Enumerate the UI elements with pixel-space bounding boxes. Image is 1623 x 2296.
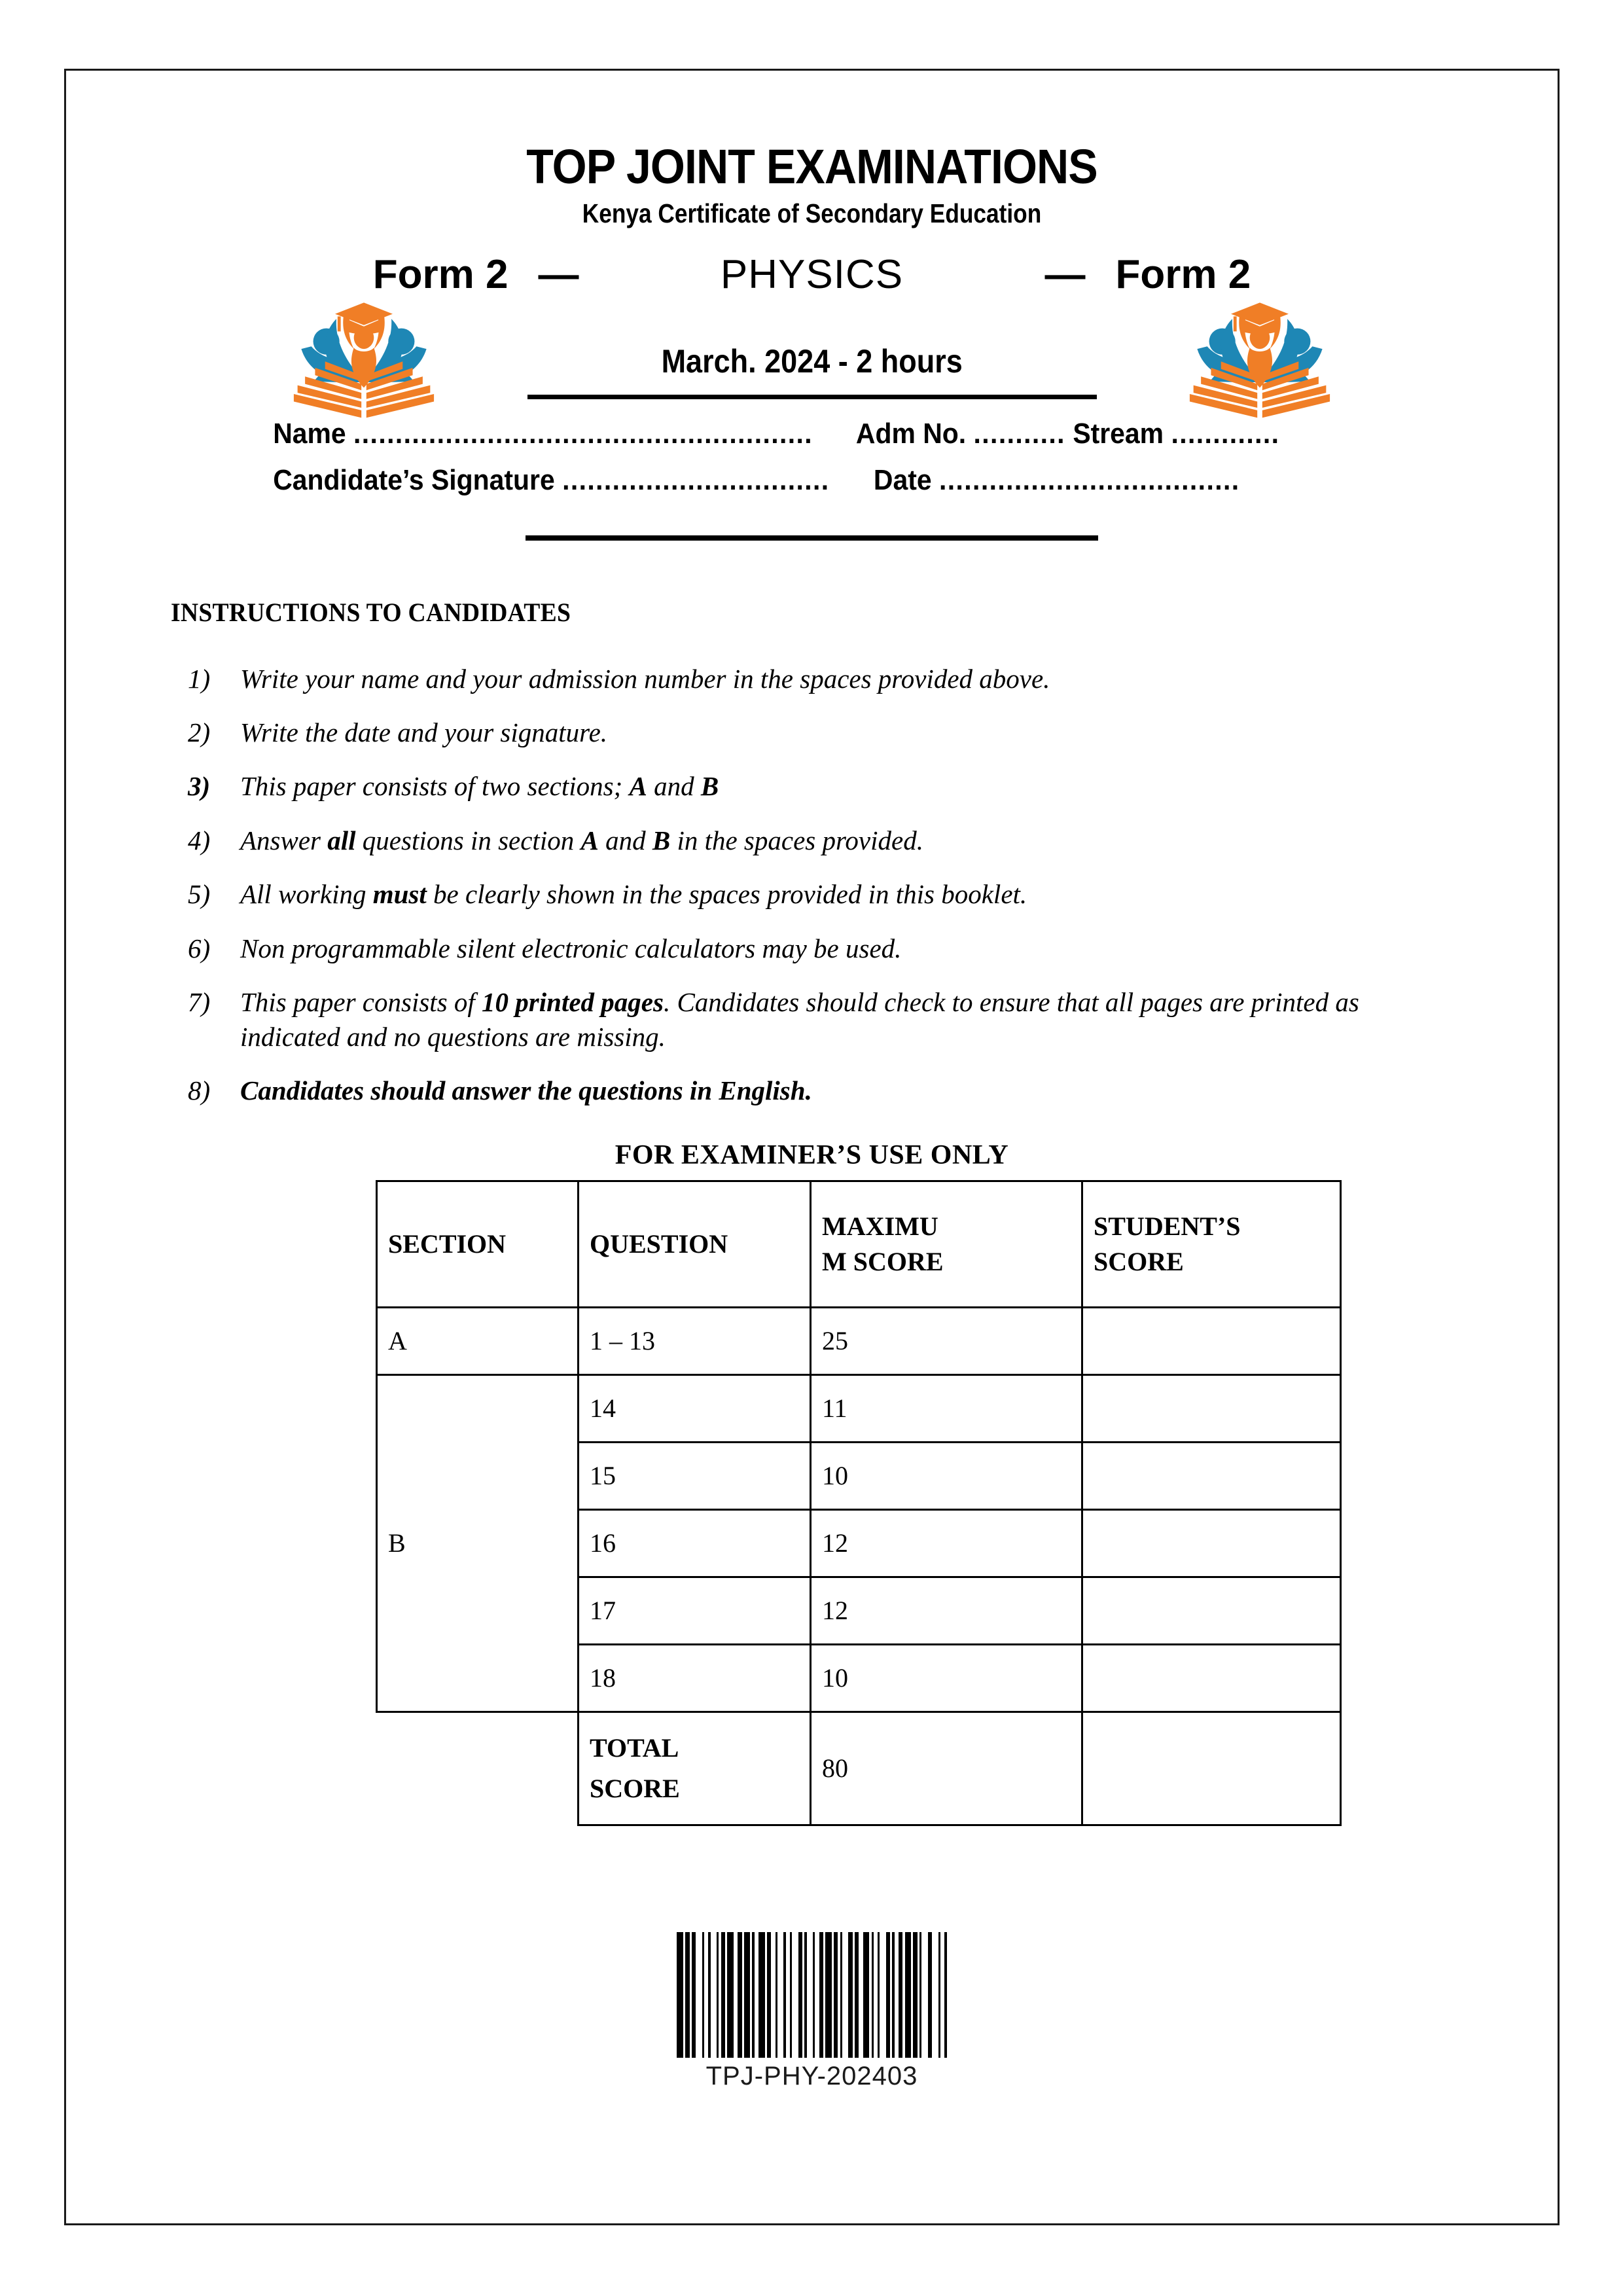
page-title: TOP JOINT EXAMINATIONS [526,139,1097,194]
cell-total-student-score[interactable] [1082,1712,1341,1825]
instruction-number: 3) [188,771,211,802]
stream-input[interactable]: ............. [1171,418,1280,450]
total-label-line1: TOTAL [590,1732,679,1763]
instruction-text: Write your name and your admission number in the spaces provided above. [240,663,1050,694]
cell-student-score[interactable] [1082,1644,1341,1712]
cell-student-score[interactable] [1082,1442,1341,1509]
instruction-text: All working must be clearly shown in the spaces provided in this booklet. [240,879,1027,910]
cell-max-score: 12 [811,1577,1082,1644]
instruction-number: 1) [188,663,211,694]
subject-block [609,230,1015,399]
exam-date: March. 2024 - 2 hours [661,343,963,380]
table-row [377,1307,1341,1374]
instruction-text: Answer all questions in section A and B in the spaces provided. [240,825,923,855]
cell-section: A [377,1307,579,1374]
rule-under-date [527,395,1097,399]
column-header-maximum-score [811,1181,1082,1307]
instruction-number: 6) [188,933,211,963]
cell-empty [377,1712,579,1825]
exam-header [66,139,1558,380]
instruction-item [188,769,1446,803]
cell-student-score[interactable] [1082,1307,1341,1374]
column-header-section: SECTION [377,1181,579,1307]
cell-total-max-score: 80 [811,1712,1082,1825]
cell-max-score: 12 [811,1509,1082,1577]
barcode-image [583,1932,1041,2058]
instruction-item [188,931,1446,965]
barcode-area [583,1932,1041,2091]
instruction-item [188,823,1446,857]
cell-student-score[interactable] [1082,1509,1341,1577]
cell-total-label [579,1712,811,1825]
date-label: Date [873,464,932,497]
maximum-score-line1: MAXIMU [822,1211,938,1241]
total-label-line2: SCORE [590,1773,680,1803]
cell-max-score: 10 [811,1644,1082,1712]
page-frame [64,69,1560,2225]
subject-name: PHYSICS [720,252,904,297]
column-header-question: QUESTION [579,1181,811,1307]
date-input[interactable]: .................................... [938,464,1240,497]
instruction-number: 4) [188,825,211,855]
table-total-row [377,1712,1341,1825]
instruction-text: Non programmable silent electronic calculators may be used. [240,933,902,963]
signature-label: Candidate’s Signature [273,464,555,497]
cell-student-score[interactable] [1082,1374,1341,1442]
instruction-item [188,1073,1446,1107]
cell-question: 17 [579,1577,811,1644]
stream-label: Stream [1073,418,1164,450]
name-line [66,410,1453,457]
instruction-item [188,877,1446,911]
subject-row [66,230,1558,380]
table-row [377,1374,1341,1442]
barcode-label: TPJ-PHY-202403 [705,2061,918,2090]
name-label: Name [273,418,346,450]
adm-no-input[interactable]: ........... [973,418,1065,450]
examiner-table [376,1180,1342,1826]
cell-question: 18 [579,1644,811,1712]
instruction-text: This paper consists of 10 printed pages. Candidates should check to ensure that all pages are printed as indicated and no questions are missing. [240,987,1359,1052]
dash-left: — [538,252,579,297]
cell-max-score: 25 [811,1307,1082,1374]
dash-right: — [1044,252,1086,297]
section-divider [526,535,1098,541]
examiner-table-title: FOR EXAMINER’S USE ONLY [615,1139,1009,1170]
instruction-number: 8) [188,1075,211,1106]
cell-section: B [377,1374,579,1712]
instruction-item [188,715,1446,749]
instruction-text: Write the date and your signature. [240,717,608,747]
instruction-number: 7) [188,987,211,1018]
instruction-number: 5) [188,879,211,910]
student-score-line1: STUDENT’S [1094,1211,1241,1241]
instruction-text: Candidates should answer the questions in English. [240,1075,812,1106]
cell-max-score: 10 [811,1442,1082,1509]
signature-input[interactable]: ................................ [562,464,830,497]
instruction-number: 2) [188,717,211,747]
instructions-list [66,662,1558,1108]
maximum-score-line2: M SCORE [822,1246,944,1276]
instructions-heading: INSTRUCTIONS TO CANDIDATES [171,597,571,627]
candidate-details [66,410,1453,504]
cell-question: 1 – 13 [579,1307,811,1374]
cell-question: 16 [579,1509,811,1577]
exam-subtitle: Kenya Certificate of Secondary Education [582,198,1042,228]
cell-question: 15 [579,1442,811,1509]
student-score-line2: SCORE [1094,1246,1184,1276]
instruction-item [188,985,1446,1054]
column-header-student-score [1082,1181,1341,1307]
instruction-item [188,662,1446,696]
cell-max-score: 11 [811,1374,1082,1442]
instruction-text: This paper consists of two sections; A and B [240,771,719,802]
signature-line [66,457,1453,503]
table-header-row [377,1181,1341,1307]
school-logo-left [289,294,439,422]
cell-question: 14 [579,1374,811,1442]
form-label-right: Form 2 [1115,252,1251,297]
adm-no-label: Adm No. [855,418,967,450]
name-input[interactable]: ....................................................... [353,418,813,450]
cell-student-score[interactable] [1082,1577,1341,1644]
examiner-table-wrap [376,1180,1248,1826]
school-logo-right [1185,294,1335,422]
form-label-left: Form 2 [372,252,508,297]
